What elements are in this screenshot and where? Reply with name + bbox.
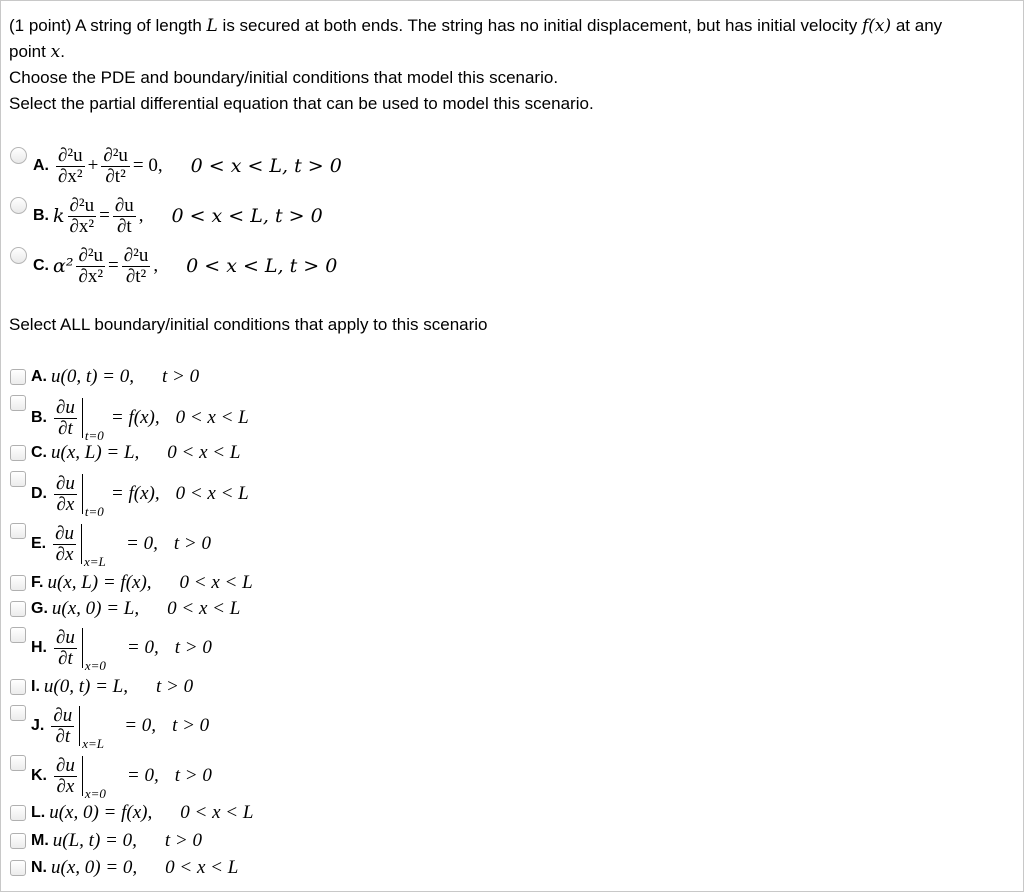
cond-e-eval-at: x=L [84,554,106,569]
pde-c-num2: ∂²u [123,244,149,266]
condition-c[interactable] [9,439,240,467]
cond-j-num: ∂u [53,704,73,726]
checkbox-c[interactable] [10,445,26,461]
cond-b-rhs: = f(x), [110,407,160,428]
cond-l-label: L. [31,804,46,821]
intro-text-1c: at any [891,16,943,35]
intro-line-2 [9,39,1014,65]
cond-b-eval-at: t=0 [84,428,104,443]
checkbox-b[interactable] [10,395,26,411]
cond-c-label: C. [31,444,47,461]
pde-b-eq: = [99,205,110,226]
pde-label-c: C. [33,257,49,274]
cond-g-domain: 0 < x < L [167,598,241,619]
cond-h-num: ∂u [56,626,75,648]
cond-a-label: A. [31,368,47,385]
condition-k[interactable] [9,751,212,801]
cond-n-expr: u(x, 0) = 0, [51,857,138,878]
intro-text-1b: is secured at both ends. The string has no initial displacement, but has initial velocity [217,16,862,35]
cond-k-eval-at: x=0 [84,786,106,801]
pde-option-b[interactable] [9,191,323,241]
pde-b-comma: , [138,205,144,226]
cond-n-label: N. [31,859,47,876]
pde-c-den2: ∂t² [125,265,147,287]
point-symbol: x [50,42,61,62]
cond-e-domain: t > 0 [173,533,211,554]
condition-g[interactable] [9,595,240,623]
cond-h-label: H. [31,639,47,656]
intro-text-2b: . [60,42,65,61]
pde-b-num2: ∂u [114,194,134,216]
cond-f-label: F. [31,574,44,591]
cond-d-num: ∂u [56,472,75,494]
cond-k-num: ∂u [56,754,75,776]
cond-e-label: E. [31,535,47,552]
pde-radio-a[interactable] [10,147,27,164]
cond-b-domain: 0 < x < L [175,407,249,428]
cond-h-rhs: = 0, [126,637,159,658]
intro-line-1 [9,13,1014,39]
pde-label-a: A. [33,157,49,174]
pde-label-b: B. [33,207,49,224]
condition-n[interactable] [9,854,238,882]
condition-j[interactable] [9,701,209,751]
pde-a-num2: ∂²u [103,144,128,166]
pde-a-den1: ∂x² [58,165,83,187]
condition-m[interactable] [9,827,202,855]
checkbox-j[interactable] [10,705,26,721]
pde-a-num1: ∂²u [58,144,83,166]
cond-i-label: I. [31,678,40,695]
cond-j-den: ∂t [55,725,71,747]
condition-h[interactable] [9,623,212,673]
cond-g-label: G. [31,600,48,617]
cond-k-domain: t > 0 [174,765,212,786]
conditions-prompt: Select ALL boundary/initial conditions that apply to this scenario [9,315,488,334]
condition-l[interactable] [9,799,253,827]
pde-b-k: k [53,205,65,227]
pde-c-alpha: α² [53,255,74,277]
cond-c-expr: u(x, L) = L, [51,442,140,463]
pde-c-eq: = [108,255,119,276]
cond-b-num: ∂u [56,396,75,418]
cond-d-domain: 0 < x < L [175,483,249,504]
cond-a-domain: t > 0 [162,366,200,387]
pde-c-domain: 0 < x < L, t > 0 [186,255,338,277]
intro-line-4: Select the partial differential equation that can be used to model this scenario. [9,94,594,113]
intro-line-3: Choose the PDE and boundary/initial conditions that model this scenario. [9,68,559,87]
checkbox-a[interactable] [10,369,26,385]
checkbox-g[interactable] [10,601,26,617]
cond-m-domain: t > 0 [164,830,202,851]
length-symbol: L [206,16,218,36]
cond-m-label: M. [31,832,49,849]
cond-j-domain: t > 0 [172,715,210,736]
checkbox-i[interactable] [10,679,26,695]
pde-a-domain: 0 < x < L, t > 0 [190,155,342,177]
cond-m-expr: u(L, t) = 0, [52,830,137,851]
intro-text-1a: (1 point) A string of length [9,16,207,35]
cond-h-domain: t > 0 [174,637,212,658]
pde-b-den1: ∂x² [69,215,95,237]
cond-f-expr: u(x, L) = f(x), [47,572,152,593]
checkbox-f[interactable] [10,575,26,591]
cond-j-eval-at: x=L [82,736,105,751]
pde-b-domain: 0 < x < L, t > 0 [171,205,323,227]
cond-g-expr: u(x, 0) = L, [51,598,140,619]
cond-h-den: ∂t [58,647,73,669]
checkbox-l[interactable] [10,805,26,821]
cond-k-den: ∂x [56,775,75,797]
cond-k-rhs: = 0, [126,765,159,786]
pde-b-num1: ∂²u [69,194,95,216]
cond-l-domain: 0 < x < L [180,802,254,823]
velocity-function: f(x) [861,16,892,36]
checkbox-m[interactable] [10,833,26,849]
pde-a-den2: ∂t² [105,165,126,187]
pde-c-num1: ∂²u [78,244,104,266]
cond-f-domain: 0 < x < L [179,572,253,593]
cond-d-rhs: = f(x), [110,483,160,504]
pde-radio-c[interactable] [10,247,27,264]
pde-c-den1: ∂x² [78,265,104,287]
checkbox-n[interactable] [10,860,26,876]
condition-a[interactable] [9,363,199,391]
checkbox-k[interactable] [10,755,26,771]
cond-j-rhs: = 0, [124,715,157,736]
problem-statement [9,13,1014,117]
cond-j-label: J. [31,717,45,734]
condition-i[interactable] [9,673,193,701]
cond-c-domain: 0 < x < L [167,442,241,463]
condition-d[interactable] [9,469,249,519]
condition-b[interactable] [9,393,249,443]
cond-b-den: ∂t [58,417,73,439]
cond-e-rhs: = 0, [126,533,158,554]
cond-d-eval-at: t=0 [84,504,104,519]
pde-a-op: + [87,155,99,176]
checkbox-h[interactable] [10,627,26,643]
cond-i-expr: u(0, t) = L, [43,676,128,697]
cond-h-eval-at: x=0 [84,658,106,673]
cond-b-label: B. [31,409,47,426]
cond-n-domain: 0 < x < L [165,857,239,878]
cond-k-label: K. [31,767,47,784]
cond-l-expr: u(x, 0) = f(x), [49,802,153,823]
cond-e-den: ∂x [55,543,74,565]
pde-option-a[interactable] [9,141,342,191]
pde-b-den2: ∂t [116,215,132,237]
intro-text-2a: point [9,42,51,61]
cond-d-label: D. [31,485,47,502]
condition-e[interactable] [9,519,211,569]
pde-a-rhs: = 0, [132,155,163,176]
cond-i-domain: t > 0 [155,676,194,697]
cond-e-num: ∂u [55,522,75,544]
pde-option-c[interactable] [9,241,337,291]
checkbox-d[interactable] [10,471,26,487]
condition-f[interactable] [9,569,253,597]
checkbox-e[interactable] [10,523,26,539]
cond-a-expr: u(0, t) = 0, [51,366,135,387]
pde-radio-b[interactable] [10,197,27,214]
pde-c-comma: , [153,255,159,276]
cond-d-den: ∂x [56,493,75,515]
